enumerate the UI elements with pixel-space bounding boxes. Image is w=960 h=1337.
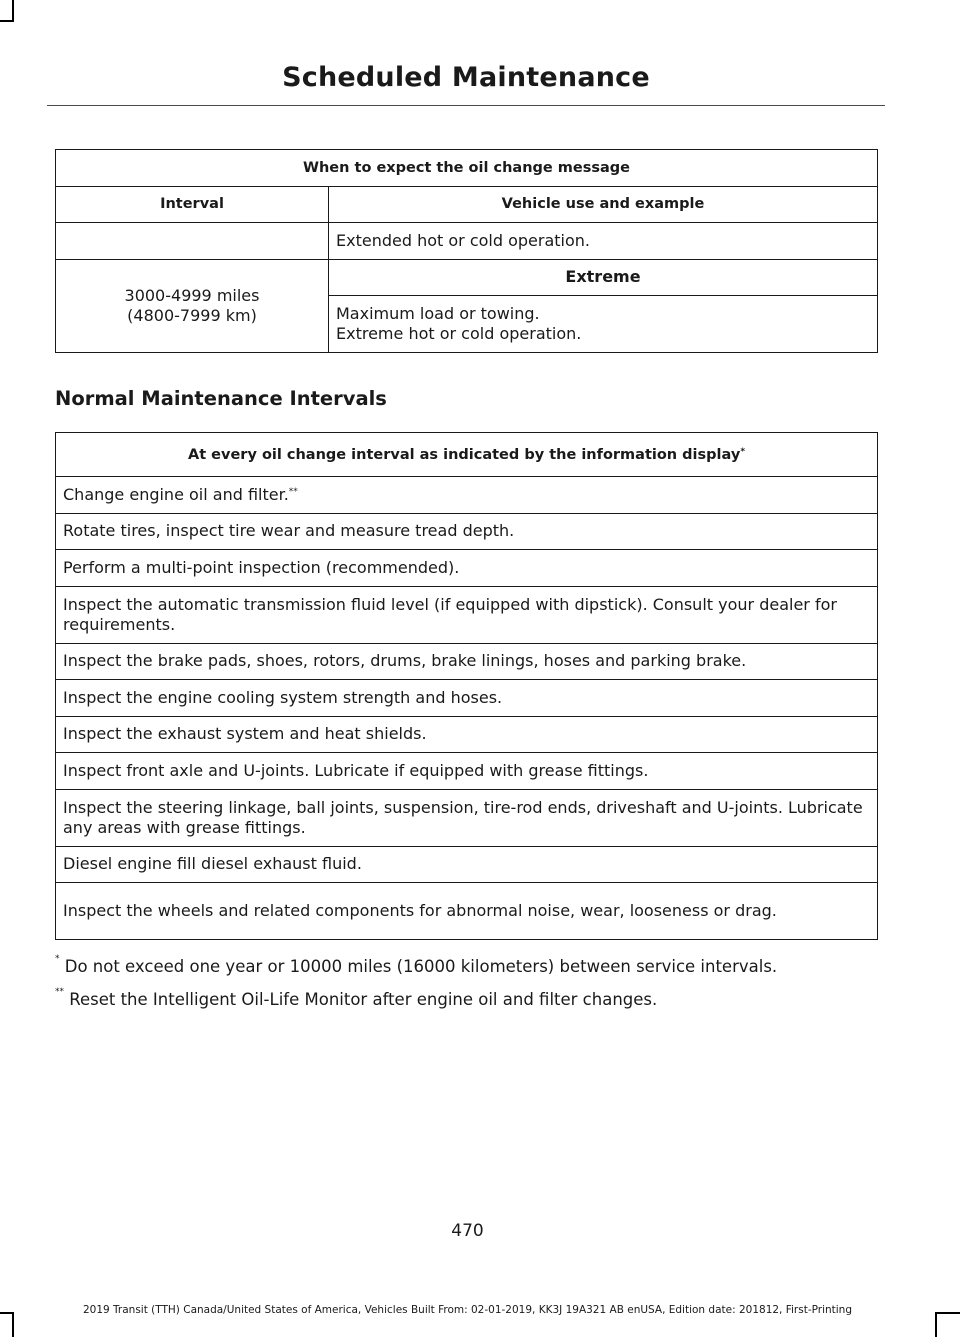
maint-item: Inspect the steering linkage, ball joints, suspension, tire-rod ends, driveshaft and U-joints. Lubricate any areas with grease fittings. <box>56 789 878 846</box>
extreme-example-2: Extreme hot or cold operation. <box>336 324 582 343</box>
page-title: Scheduled Maintenance <box>282 62 650 93</box>
footnote-mark: ** <box>55 987 64 997</box>
title-rule <box>47 105 885 106</box>
maint-item: Inspect the exhaust system and heat shields. <box>56 716 878 753</box>
footnote <box>55 987 658 1009</box>
table-row <box>56 586 878 643</box>
table-row <box>56 716 878 753</box>
table-row <box>56 259 878 296</box>
footnote <box>55 954 778 976</box>
table-row <box>56 680 878 717</box>
maint-table-header-row <box>56 433 878 477</box>
maint-item: Inspect the engine cooling system strength and hoses. <box>56 680 878 717</box>
crop-mark-bottom-right-h <box>935 1312 960 1314</box>
page-footer: 2019 Transit (TTH) Canada/United States of America, Vehicles Built From: 02-01-2019, KK3J 19A321 AB enUSA, Edition date: 201812, First-Printing <box>82 1304 853 1316</box>
maint-item: Inspect the brake pads, shoes, rotors, drums, brake linings, hoses and parking brake. <box>56 643 878 680</box>
maint-header-text: At every oil change interval as indicated by the information display <box>187 446 741 463</box>
footnote-mark: * <box>55 954 60 964</box>
footnote-mark: ** <box>288 486 298 497</box>
maint-table-header <box>56 433 878 477</box>
crop-mark-top-left <box>12 0 14 22</box>
vehicle-use-cell: Extended hot or cold operation. <box>329 223 878 260</box>
extreme-example-1: Maximum load or towing. <box>336 304 540 323</box>
maint-item: Inspect front axle and U-joints. Lubricate if equipped with grease fittings. <box>56 753 878 790</box>
column-header-interval: Interval <box>56 186 329 223</box>
column-header-vehicle-use: Vehicle use and example <box>329 186 878 223</box>
table-row <box>56 883 878 940</box>
table-row <box>56 223 878 260</box>
extreme-label: Extreme <box>329 259 878 296</box>
maint-item-text: Change engine oil and filter. <box>63 484 289 504</box>
interval-cell <box>56 259 329 353</box>
maint-item: Inspect the automatic transmission fluid level (if equipped with dipstick). Consult your dealer for requirements. <box>56 586 878 643</box>
maint-item <box>56 477 878 514</box>
interval-miles: 3000-4999 miles <box>124 285 260 305</box>
extreme-examples-cell <box>329 296 878 353</box>
table-row <box>56 846 878 883</box>
page-number: 470 <box>451 1221 484 1241</box>
maint-item: Diesel engine fill diesel exhaust fluid. <box>56 846 878 883</box>
oil-table-header-row <box>56 186 878 223</box>
table-row <box>56 789 878 846</box>
footnote-text: Reset the Intelligent Oil-Life Monitor after engine oil and filter changes. <box>64 990 658 1009</box>
oil-table-caption-row <box>56 150 878 187</box>
crop-mark-bottom-right <box>935 1312 937 1337</box>
section-heading: Normal Maintenance Intervals <box>55 387 387 410</box>
maint-item: Rotate tires, inspect tire wear and measure tread depth. <box>56 513 878 550</box>
table-row <box>56 753 878 790</box>
table-row <box>56 643 878 680</box>
oil-table-caption: When to expect the oil change message <box>56 150 878 187</box>
table-row <box>56 513 878 550</box>
oil-change-table <box>55 149 878 353</box>
maint-item: Perform a multi-point inspection (recommended). <box>56 550 878 587</box>
interval-cell-empty <box>56 223 329 260</box>
table-row <box>56 477 878 514</box>
crop-mark-top-left-h <box>0 20 14 22</box>
table-row <box>56 550 878 587</box>
footnote-mark: * <box>740 446 746 457</box>
maint-item: Inspect the wheels and related components for abnormal noise, wear, looseness or drag. <box>56 883 878 940</box>
maintenance-table <box>55 432 878 940</box>
interval-km: (4800-7999 km) <box>127 305 257 325</box>
footnote-text: Do not exceed one year or 10000 miles (16000 kilometers) between service intervals. <box>59 957 778 976</box>
